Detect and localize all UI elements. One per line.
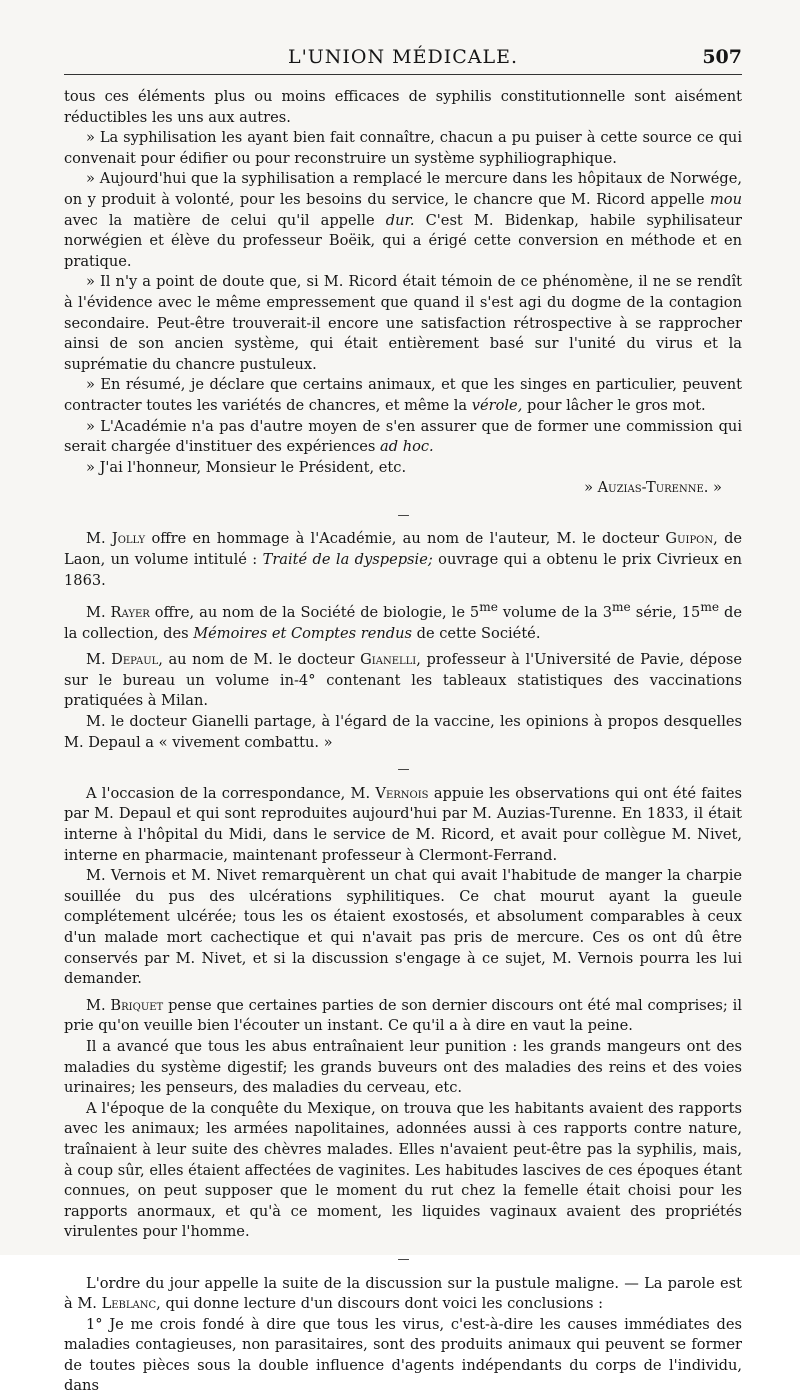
page-body bbox=[64, 87, 742, 1397]
italic-term: mou bbox=[709, 190, 742, 208]
paragraph: tous ces éléments plus ou moins efficaces de syphilis constitutionnelle sont aisément réductibles les uns aux autres. bbox=[64, 88, 742, 126]
italic-term: ad hoc. bbox=[380, 438, 434, 456]
running-title: L'UNION MÉDICALE. bbox=[287, 46, 519, 68]
text: appuie les observations qui ont été faites par M. Depaul et qui sont reproduites aujourd'hui par M. Auzias-Turenne. En 1833, il était interne à l'hôpital du Midi, dans le service de M. Ricord, et avait pour collègue M. Nivet, interne en pharmacie, maintenant professeur à Clermont-Ferrand. bbox=[64, 784, 743, 864]
paragraph: 1° Je me crois fondé à dire que tous les virus, c'est-à-dire les causes immédiates des maladies contagieuses, non parasitaires, sont des produits animaux qui peuvent se former de toutes pièces sous la double influence d'agents indépendants du corps de l'individu, dans bbox=[64, 1315, 742, 1395]
speaker-name: M. Briquet bbox=[86, 996, 164, 1014]
page-header bbox=[64, 38, 742, 75]
italic-term: vérole, bbox=[471, 396, 523, 414]
text: professeur à l'Université de Pavie, dépose sur le bureau un volume in-4° contenant les tableaux statistiques des vaccinations pratiquées à Milan. bbox=[64, 651, 742, 710]
paragraph: Il a avancé que tous les abus entraînaient leur punition : les grands mangeurs ont des maladies du système digestif; les grands buveurs ont des maladies des reins et des voies urinaires; les penseurs, des maladies du cerveau, etc. bbox=[64, 1037, 742, 1097]
paragraph bbox=[64, 529, 742, 591]
speaker-name: M. Depaul, bbox=[86, 651, 163, 669]
paragraph: M. le docteur Gianelli partage, à l'égard de la vaccine, les opinions à propos desquelles M. Depaul a « vivement combattu. » bbox=[64, 713, 742, 751]
text: » Aujourd'hui que la syphilisation a remplacé le mercure dans les hôpitaux de Norwége, on y produit à volonté, pour les besoins du service, le chancre que M. Ricord appelle bbox=[64, 170, 742, 208]
book-title: Traité de la dyspepsie; bbox=[262, 551, 433, 569]
paragraph: A l'époque de la conquête du Mexique, on trouva que les habitants avaient des rapports avec les animaux; les armées napolitaines, adonnées aussi à ces rapports contre nature, traînaient à leur suite des chèvres malades. Elles n'avaient peut-être pas la syphilis, mais, à coup sûr, elles étaient affectées de vaginites. Les habitudes lascives de ces époques étant connues, on peut supposer que le moment du rut chez la femelle était choisi pour les rapports anormaux, et qu'à ce moment, les liquides vaginaux avaient des propriétés virulentes pour l'homme. bbox=[64, 1099, 742, 1241]
text: volume de la 3 bbox=[502, 604, 613, 622]
paragraph bbox=[64, 597, 742, 644]
text: L'ordre du jour appelle la suite de la discussion sur la pustule maligne. — La parole est à M. bbox=[64, 1274, 742, 1313]
text: » En résumé, je déclare que certains animaux, et que les singes en particulier, peuvent contracter toutes les variétés de chancres, et même la bbox=[64, 376, 742, 414]
speaker-name: M. Rayer bbox=[86, 604, 150, 622]
paragraph bbox=[64, 169, 742, 272]
section-separator: — bbox=[397, 507, 409, 522]
paragraph bbox=[64, 417, 742, 458]
text: C'est M. Bidenkap, habile syphilisateur norwégien et élève du professeur Boëik, qui a érigé cette conversion en méthode et en pratique. bbox=[64, 211, 743, 270]
person-name: Guipon, bbox=[665, 530, 718, 548]
text: de la collection, des bbox=[64, 604, 742, 642]
text: de cette Société. bbox=[416, 624, 541, 642]
paragraph bbox=[64, 784, 742, 866]
superscript: me bbox=[700, 600, 720, 615]
signature: » Auzias-Turenne. » bbox=[584, 479, 722, 497]
text: de Laon, un volume intitulé : bbox=[64, 530, 743, 569]
text: ouvrage qui a obtenu le prix Civrieux en 1863. bbox=[64, 551, 743, 589]
superscript: me bbox=[479, 600, 498, 615]
paragraph: » J'ai l'honneur, Monsieur le Président, etc. bbox=[86, 458, 407, 476]
text: offre, au nom de la Société de biologie, le 5 bbox=[154, 604, 480, 622]
speaker-name: M. Jolly bbox=[86, 530, 146, 548]
text: avec la matière de celui qu'il appelle bbox=[64, 211, 375, 229]
text: offre en hommage à l'Académie, au nom de l'auteur, M. le docteur bbox=[151, 530, 660, 548]
paragraph bbox=[64, 996, 742, 1037]
paragraph bbox=[64, 375, 742, 416]
text: » L'Académie n'a pas d'autre moyen de s'en assurer que de former une commission qui serait chargée d'instituer des expériences bbox=[64, 417, 742, 456]
text: qui donne lecture d'un discours dont voici les conclusions : bbox=[165, 1295, 604, 1313]
person-name: Gianelli, bbox=[360, 651, 421, 669]
paragraph: » Il n'y a point de doute que, si M. Ricord était témoin de ce phénomène, il ne se rendît à l'évidence avec le même empressement que quand il s'est agi du dogme de la contagion secondaire. Peut-être trouverait-il encore une satisfaction rétrospective à se rapprocher ainsi de son ancien système, qui était entièrement basé sur l'unité du virus et la suprématie du chancre pustuleux. bbox=[64, 273, 742, 373]
text: série, 15 bbox=[635, 604, 701, 622]
italic-term: dur. bbox=[385, 211, 415, 229]
paragraph: M. Vernois et M. Nivet remarquèrent un chat qui avait l'habitude de manger la charpie souillée du pus des ulcérations syphilitiques. Ce chat mourut ayant la gueule complétement ulcérée; tous les os étaient exostosés, et absolument comparables à ceux d'un malade mort cachectique et qui n'avait pas pris de mercure. Ces os ont dû être conservés par M. Nivet, et si la discussion s'engage à ce sujet, M. Vernois pourra les lui demander. bbox=[64, 867, 742, 988]
text: A l'occasion de la correspondance, M. bbox=[86, 784, 371, 802]
person-name: Vernois bbox=[375, 784, 429, 802]
book-title: Mémoires et Comptes rendus bbox=[193, 624, 412, 642]
paragraph: » La syphilisation les ayant bien fait connaître, chacun a pu puiser à cette source ce qui convenait pour édifier ou pour reconstruire un système syphiliographique. bbox=[64, 129, 742, 167]
paragraph bbox=[64, 650, 742, 712]
text: pour lâcher le gros mot. bbox=[526, 396, 706, 414]
section-separator: — bbox=[397, 762, 409, 777]
section-separator: — bbox=[397, 1251, 409, 1266]
text: pense que certaines parties de son dernier discours ont été mal comprises; il prie qu'on veuille bien l'écouter un instant. Ce qu'il a à dire en vaut la peine. bbox=[64, 996, 742, 1035]
text: au nom de M. le docteur bbox=[168, 651, 355, 669]
superscript: me bbox=[612, 600, 631, 615]
paragraph bbox=[64, 1274, 742, 1315]
page-number: 507 bbox=[702, 46, 742, 68]
person-name: Leblanc, bbox=[101, 1295, 161, 1313]
